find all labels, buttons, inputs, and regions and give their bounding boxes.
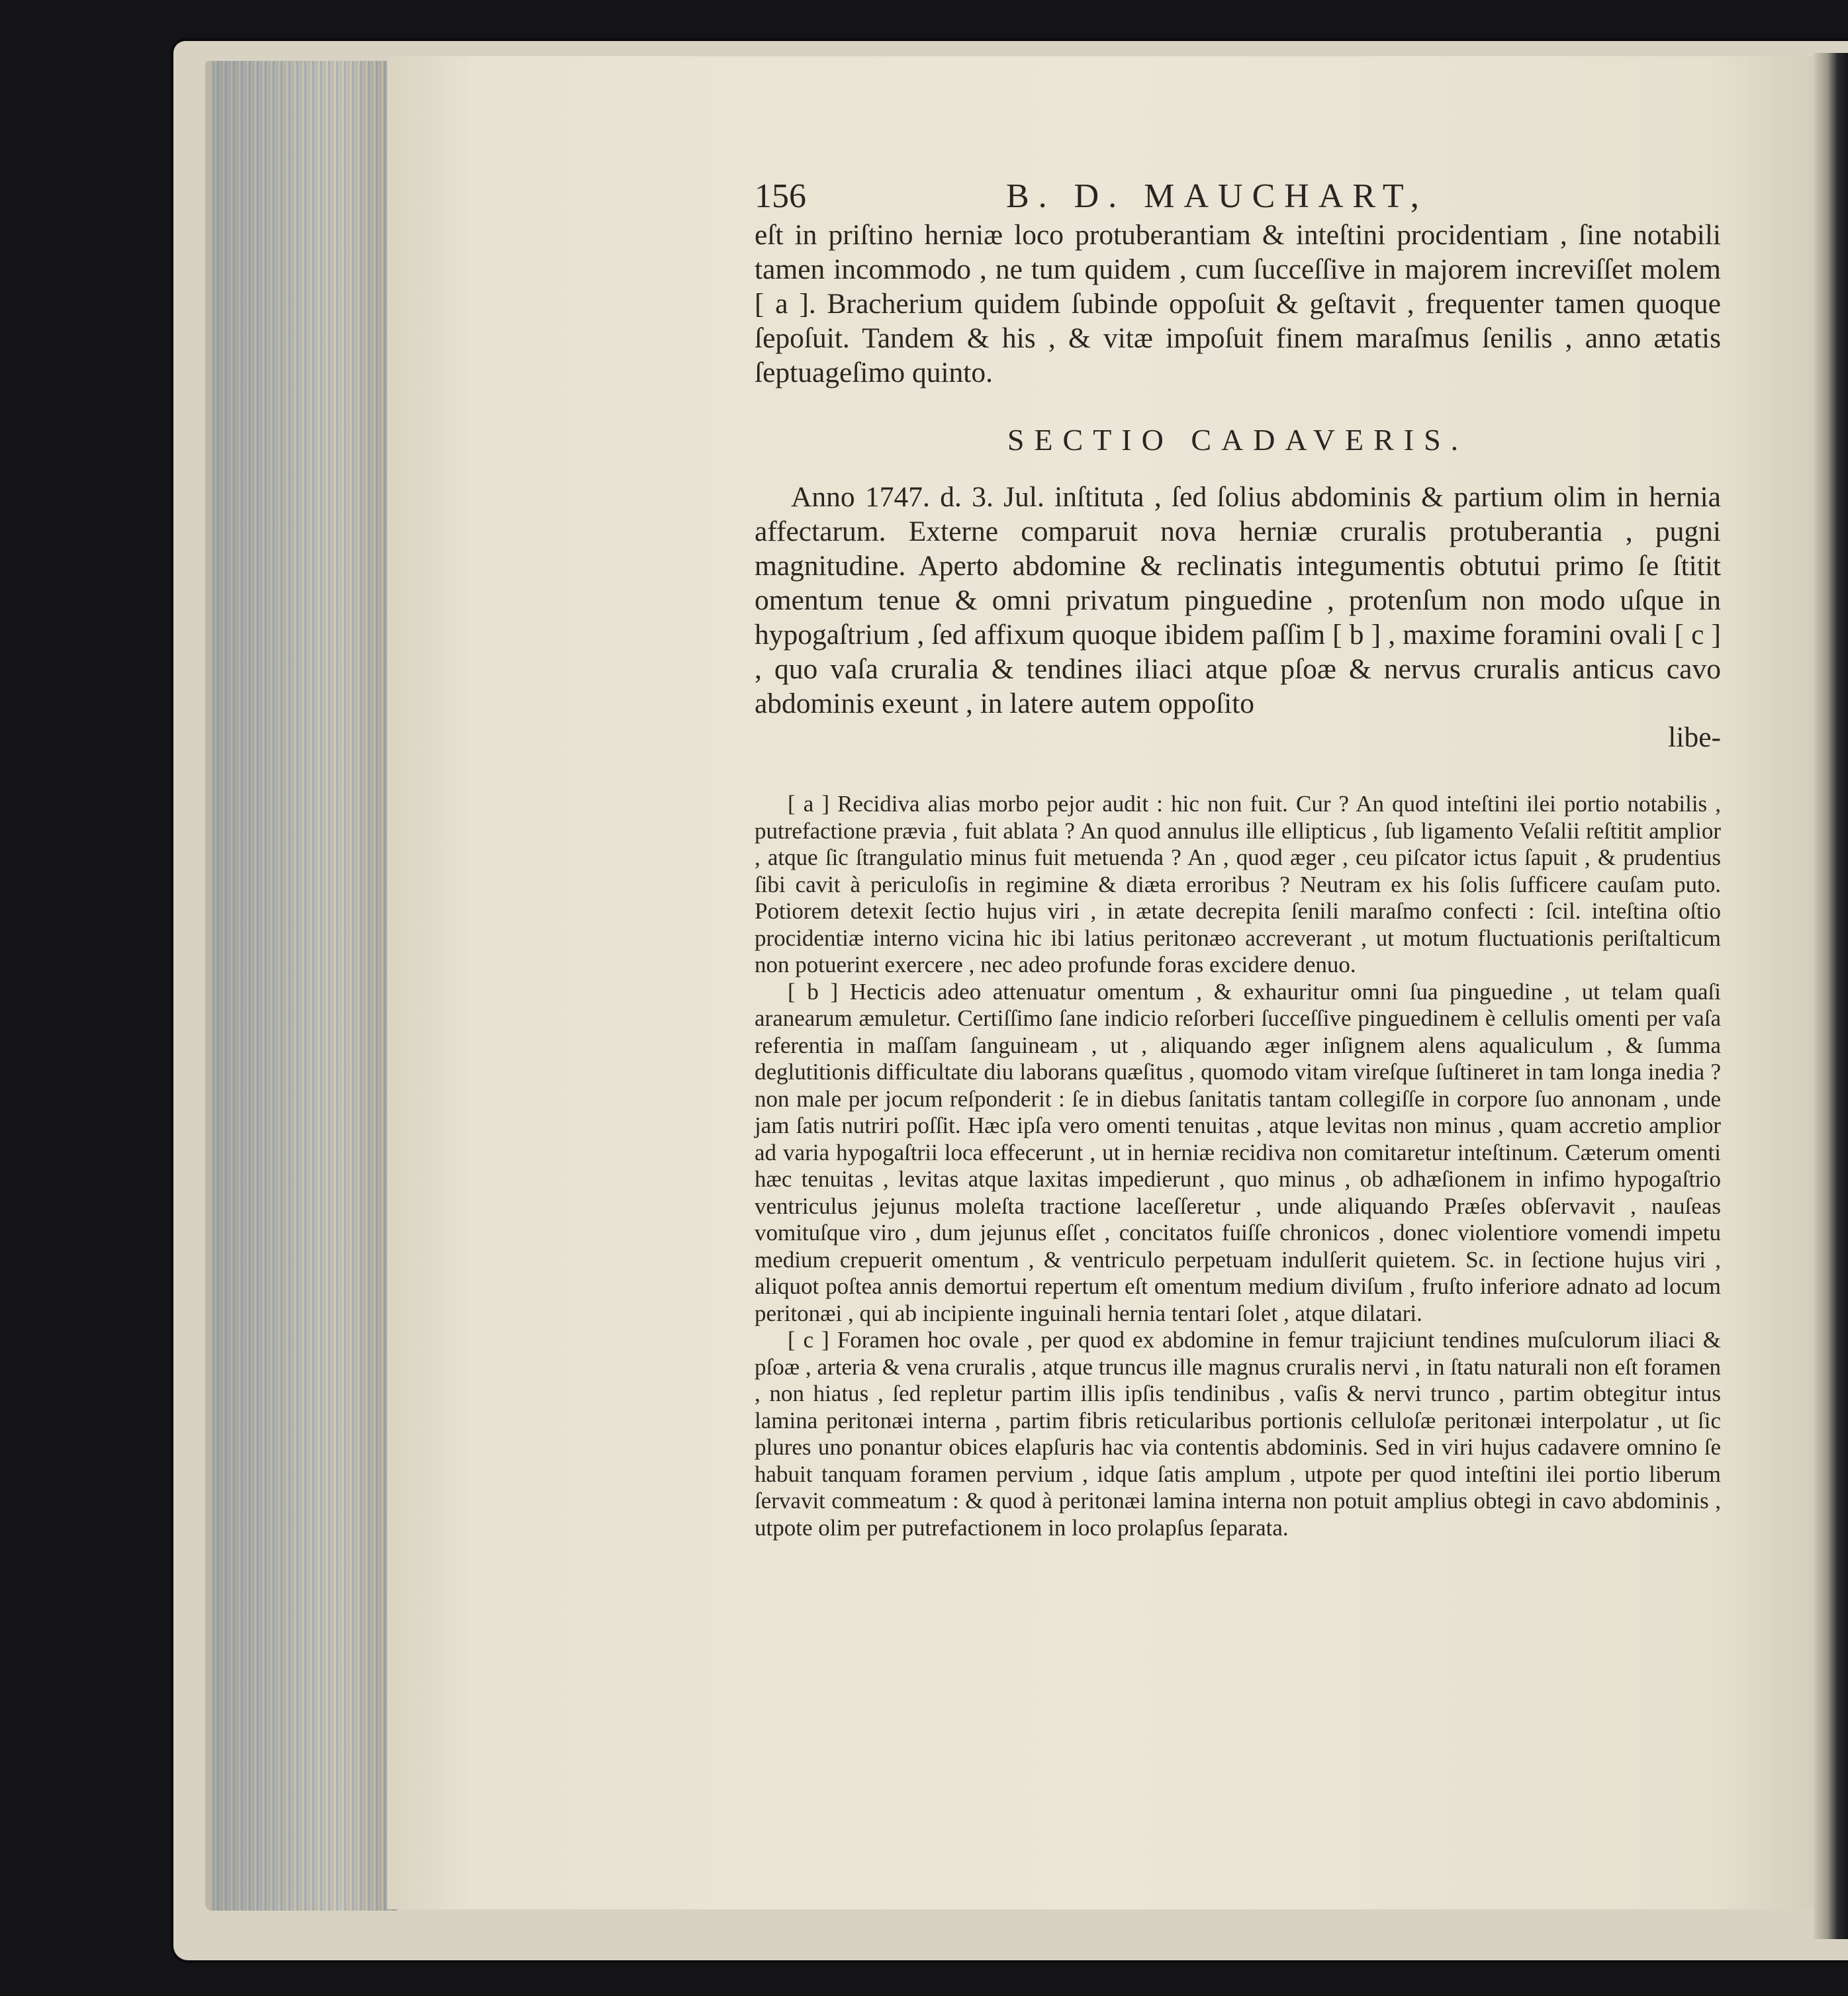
page-text [755, 175, 1721, 1541]
section-heading: SECTIO CADAVERIS. [1007, 423, 1469, 457]
footnotes [755, 791, 1721, 1541]
facing-page-edge [1814, 53, 1848, 1939]
running-head [755, 175, 1721, 218]
intro-paragraph: eſt in priſtino herniæ loco protuberantiam & inteſtini procidentiam , ſine notabili tamen incommodo , ne tum quidem , cum ſucceſſive in majorem increviſſet molem [ a ]. Bracherium quidem ſubinde oppoſuit & geſtavit , frequenter tamen quoque ſepoſuit. Tandem & his , & vitæ impoſuit finem maraſmus ſenilis , anno ætatis ſeptuageſimo quinto. [755, 219, 1721, 388]
footnote-a: [ a ] Recidiva alias morbo pejor audit : hic non fuit. Cur ? An quod inteſtini ilei portio notabilis , putrefactione prævia , fuit ablata ? An quod annulus ille ellipticus , ſub ligamento Veſalii reſtitit amplior , atque ſic ſtrangulatio minus fuit metuenda ? An , quod æger , ceu piſcator ictus ſapuit , & prudentius ſibi cavit à periculoſis in regimine & diæta erroribus ? Neutram ex his ſolis ſufficere cauſam puto. Potiorem detexit ſectio hujus viri , in ætate decrepita ſenili maraſmo confecti : ſcil. inteſtina oſtio procidentiæ interno vicina hic ibi latius peritonæo accreverant , ut motum fluctuationis periſtalticum non potuerint exercere , nec adeo profunde foras excidere denuo. [755, 791, 1721, 977]
footnote-c: [ c ] Foramen hoc ovale , per quod ex abdomine in femur trajiciunt tendines muſculorum iliaci & pſoæ , arteria & vena cruralis , atque truncus ille magnus cruralis nervi , in ſtatu naturali non eſt foramen , non hiatus , ſed repletur partim illis ipſis tendinibus , vaſis & nervi trunco , partim obtegitur intus lamina peritonæi interna , partim fibris reticularibus portionis celluloſæ peritonæi interpolatur , ut ſic plures uno ponantur obices elapſuris hac via contentis abdominis. Sed in viri hujus cadavere omnino ſe habuit tanquam foramen pervium , idque ſatis amplum , utpote per quod inteſtini ilei portio liberum ſervavit commeatum : & quod à peritonæi lamina interna non potuit amplius obtegi in cavo abdominis , utpote olim per putrefactionem in loco prolapſus ſeparata. [755, 1327, 1721, 1541]
catchword: libe- [1668, 721, 1721, 753]
footnote-b: [ b ] Hecticis adeo attenuatur omentum , & exhauritur omni ſua pinguedine , ut telam quaſi aranearum æmuletur. Certiſſimo ſane indicio reſorberi ſucceſſive pinguedinem è cellulis omenti per vaſa referentia in maſſam ſanguineam , ut , aliquando æger inſignem alens aqualiculum , & ſumma deglutitionis difficultate diu laborans quæſitus , quomodo vitam vireſque ſuſtineret in tam longa inedia ? non male per jocum reſponderit : ſe in diebus ſanitatis tantam collegiſſe in corpore ſuo annonam , unde jam ſatis nutriri poſſit. Hæc ipſa vero omenti tenuitas , atque levitas non minus , quam accretio amplior ad varia hypogaſtrii loca effecerunt , ut in herniæ recidiva non comitaretur inteſtinum. Cæterum omenti hæc tenuitas , levitas atque laxitas impedierunt , quo minus , ob adhæſionem in infimo hypogaſtrio ventriculus jejunus moleſta tractione laceſſeretur , unde aliquando Præſes obſervavit , nauſeas vomituſque viro , dum jejunus eſſet , concitatos fuiſſe chronicos , donec violentiore vomendi impetu medium crepuerit omentum , & ventriculo perpetuam indulſerit quietem. Sc. in ſectione hujus viri , aliquot poſtea annis demortui repertum eſt omentum medium diviſum , fruſto inferiore adnato ad locum peritonæi , qui ab incipiente inguinali hernia tentari ſolet , atque dilatari. [755, 978, 1721, 1326]
page-number: 156 [755, 177, 806, 215]
page-edges [205, 61, 397, 1911]
section-paragraph: Anno 1747. d. 3. Jul. inſtituta , ſed ſolius abdominis & partium olim in hernia affectarum. Externe comparuit nova herniæ cruralis protuberantia , pugni magnitudine. Aperto abdomine & reclinatis integumentis obtutui primo ſe ſtitit omentum tenue & omni privatum pinguedine , protenſum non modo uſque in hypogaſtrium , ſed affixum quoque ibidem paſſim [ b ] , maxime foramini ovali [ c ] , quo vaſa cruralia & tendines iliaci atque pſoæ & nervus cruralis anticus cavo abdominis exeunt , in latere autem oppoſito [755, 481, 1721, 719]
running-title: B. D. MAUCHART, [1006, 177, 1428, 215]
